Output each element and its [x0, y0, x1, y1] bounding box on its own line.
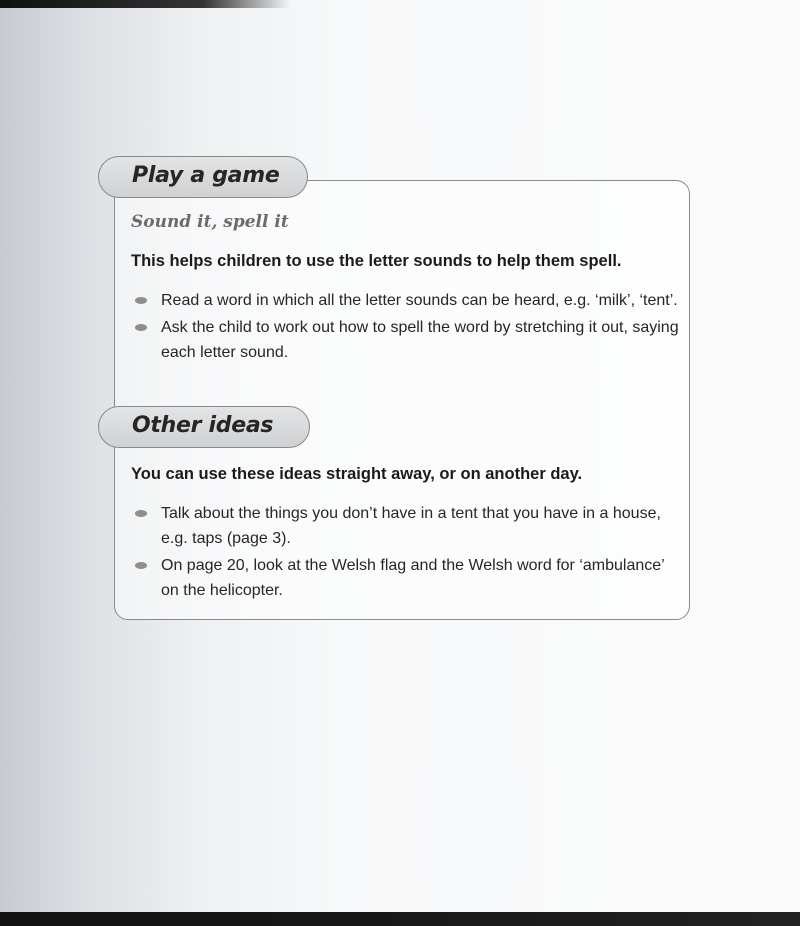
other-ideas-title: Other ideas [132, 413, 274, 438]
other-ideas-heading-tab [98, 406, 310, 448]
other-bullet-list [131, 501, 679, 605]
play-bullet-list [131, 288, 679, 367]
bullet-icon [135, 324, 147, 331]
bullet-text: On page 20, look at the Welsh flag and the Welsh word for ‘ambulance’ on the helicopter. [161, 557, 665, 599]
page-edge-shadow [0, 0, 290, 8]
play-a-game-heading-tab [98, 156, 308, 198]
sound-it-spell-it-subheading: Sound it, spell it [131, 212, 289, 232]
other-intro-text: You can use these ideas straight away, or on another day. [131, 465, 583, 483]
list-item [131, 315, 679, 365]
play-a-game-title: Play a game [132, 163, 280, 188]
bullet-text: Talk about the things you don’t have in a tent that you have in a house, e.g. taps (page 3). [161, 505, 661, 547]
list-item [131, 501, 679, 551]
bullet-text: Read a word in which all the letter sounds can be heard, e.g. ‘milk’, ‘tent’. [161, 292, 678, 309]
bullet-text: Ask the child to work out how to spell the word by stretching it out, saying each letter sound. [161, 319, 679, 361]
bullet-icon [135, 562, 147, 569]
list-item [131, 288, 679, 313]
play-intro-text: This helps children to use the letter sounds to help them spell. [131, 252, 622, 270]
bullet-icon [135, 510, 147, 517]
list-item [131, 553, 679, 603]
bullet-icon [135, 297, 147, 304]
page-bottom-edge [0, 912, 800, 926]
